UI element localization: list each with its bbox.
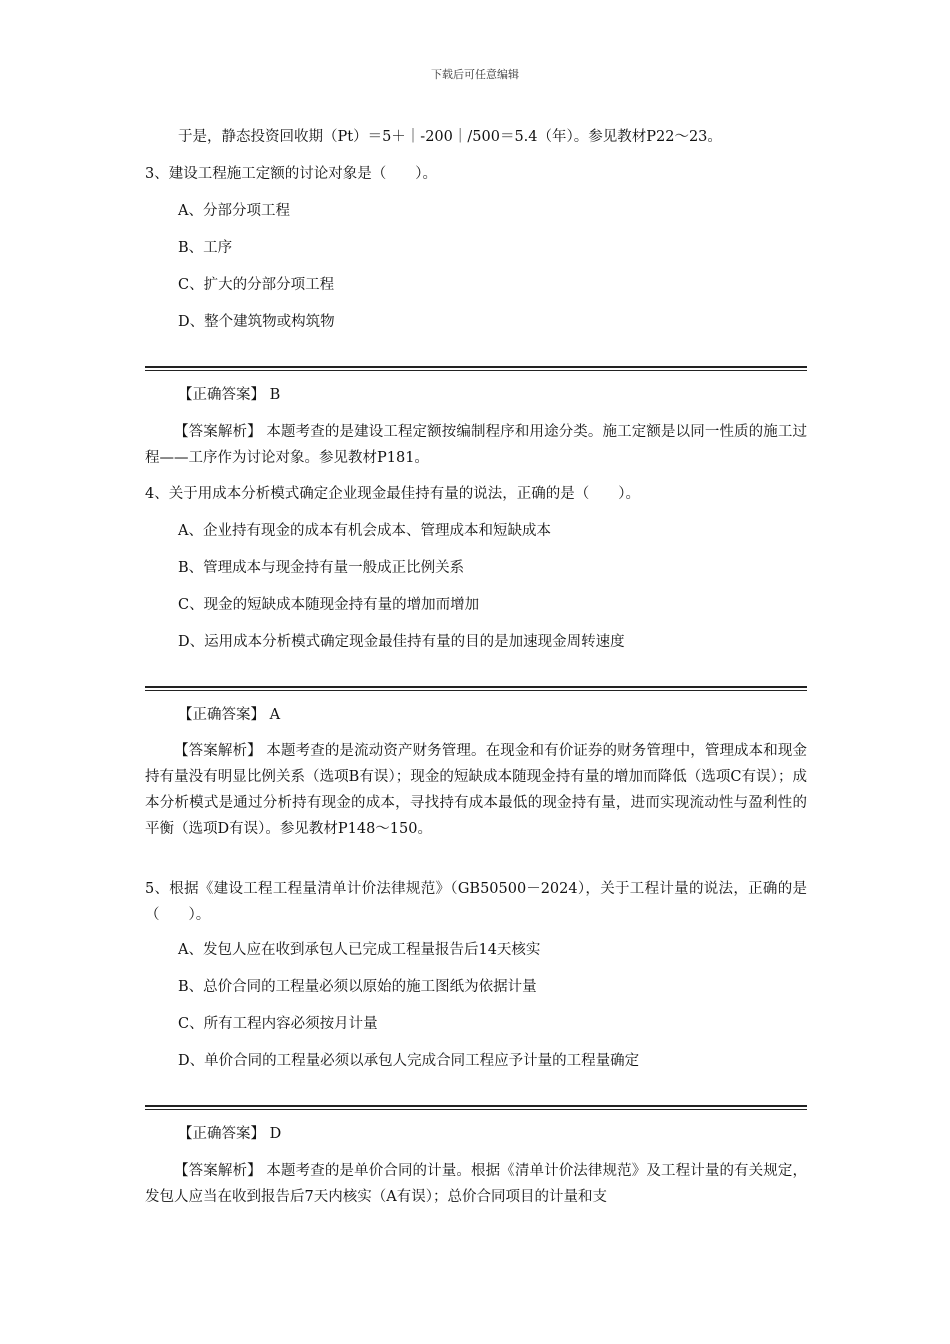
option-b: B、管理成本与现金持有量一般成正比例关系	[178, 560, 465, 576]
option-a: A、发包人应在收到承包人已完成工程量报告后14天核实	[178, 942, 541, 958]
correct-answer	[178, 1121, 281, 1147]
correct-answer	[178, 702, 280, 728]
option-c: C、所有工程内容必须按月计量	[178, 1016, 378, 1032]
intro-line: 于是，静态投资回收期（Pt）＝5＋｜-200｜/500＝5.4（年）。参见教材P22～23。	[178, 129, 722, 145]
separator	[145, 1105, 807, 1110]
option-d: D、整个建筑物或构筑物	[178, 314, 335, 330]
question-stem: 4、关于用成本分析模式确定企业现金最佳持有量的说法，正确的是（ ）。	[145, 486, 640, 502]
analysis-label: 【答案解析】	[174, 1163, 262, 1179]
analysis-label: 【答案解析】	[174, 743, 262, 759]
option-c: C、现金的短缺成本随现金持有量的增加而增加	[178, 597, 480, 613]
answer-analysis	[145, 738, 807, 842]
option-a: A、企业持有现金的成本有机会成本、管理成本和短缺成本	[178, 523, 551, 539]
answer-value: B	[269, 387, 281, 403]
analysis-label: 【答案解析】	[174, 424, 262, 440]
option-c: C、扩大的分部分项工程	[178, 277, 335, 293]
separator	[145, 366, 807, 371]
answer-analysis	[145, 1158, 807, 1210]
answer-label: 【正确答案】	[178, 387, 265, 403]
answer-analysis	[145, 419, 807, 471]
answer-value: D	[269, 1126, 282, 1142]
analysis-text: 本题考查的是建设工程定额按编制程序和用途分类。施工定额是以同一性质的施工过程——工序作为讨论对象。参见教材P181。	[145, 424, 808, 466]
answer-label: 【正确答案】	[178, 707, 265, 723]
question-stem: 3、建设工程施工定额的讨论对象是（ ）。	[145, 166, 437, 182]
option-d: D、单价合同的工程量必须以承包人完成合同工程应予计量的工程量确定	[178, 1053, 640, 1069]
correct-answer	[178, 382, 280, 408]
question-stem: 5、根据《建设工程工程量清单计价法律规范》（GB50500－2024），关于工程计量的说法，正确的是（ ）。	[145, 881, 807, 923]
answer-label: 【正确答案】	[178, 1126, 265, 1142]
page-header: 下载后可任意编辑	[431, 68, 519, 81]
option-b: B、工序	[178, 240, 233, 256]
answer-value: A	[269, 707, 281, 723]
option-a: A、分部分项工程	[178, 203, 290, 219]
option-b: B、总价合同的工程量必须以原始的施工图纸为依据计量	[178, 979, 537, 995]
separator	[145, 686, 807, 691]
option-d: D、运用成本分析模式确定现金最佳持有量的目的是加速现金周转速度	[178, 634, 625, 650]
analysis-text: 本题考查的是单价合同的计量。根据《清单计价法律规范》及工程计量的有关规定，发包人应当在收到报告后7天内核实（A有误）；总价合同项目的计量和支	[145, 1163, 808, 1205]
analysis-text: 本题考查的是流动资产财务管理。在现金和有价证券的财务管理中，管理成本和现金持有量没有明显比例关系（选项B有误）；现金的短缺成本随现金持有量的增加而降低（选项C有误）；成本分析模式是通过分析持有现金的成本，寻找持有成本最低的现金持有量，进而实现流动性与盈利性的平衡（选项D有误）。参见教材P148～150。	[145, 743, 808, 837]
